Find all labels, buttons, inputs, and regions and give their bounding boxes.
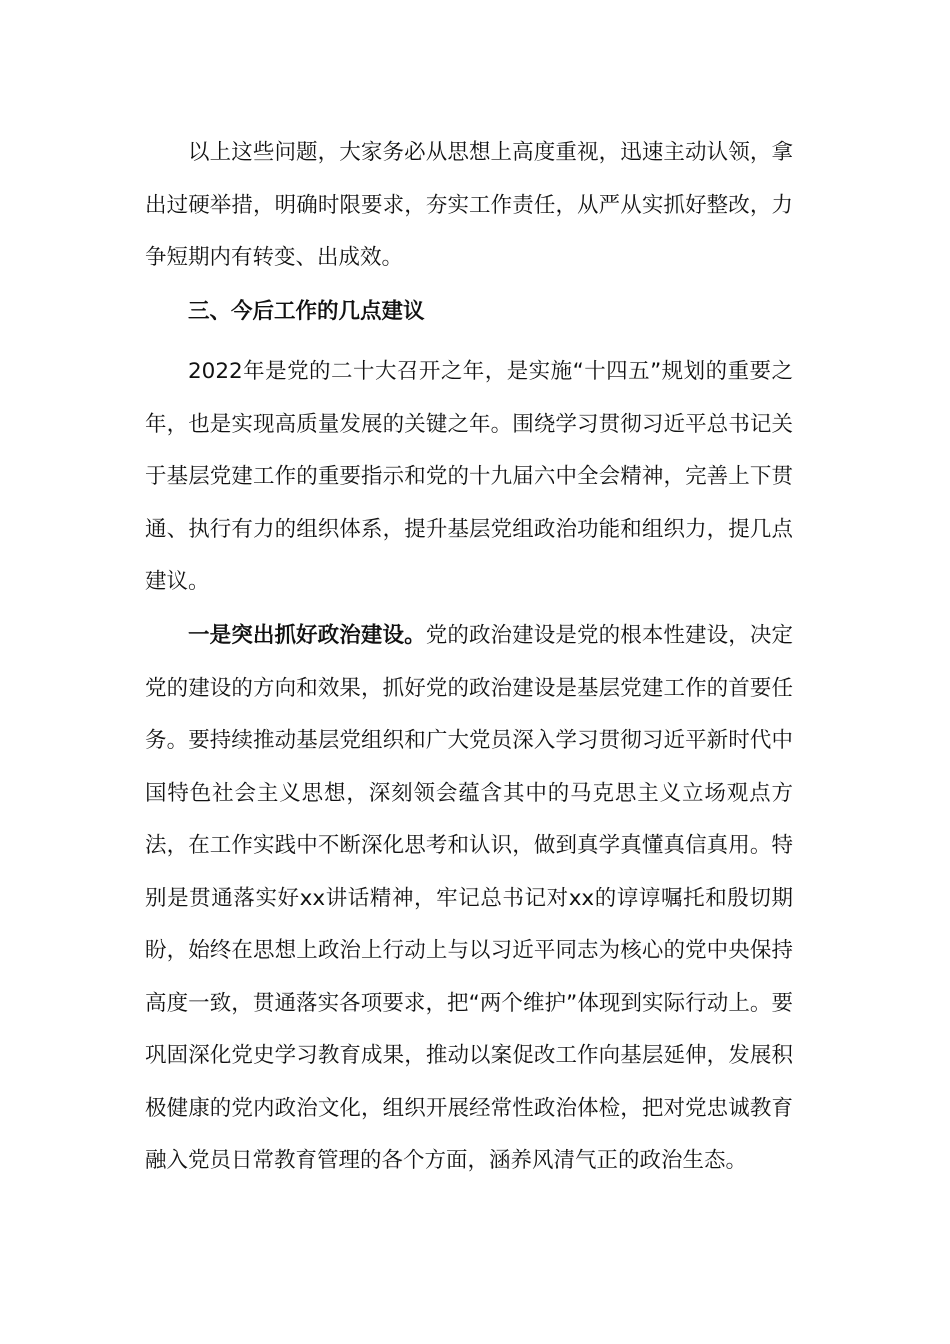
paragraph-body-text: 党的政治建设是党的根本性建设，决定党的建设的方向和效果，抓好党的政治建设是基层党建工作的首要任务。要持续推动基层党组织和广大党员深入学习贯彻习近平新时代中国特色社会主义思想，深刻领会蕴含其中的马克思主义立场观点方法，在工作实践中不断深化思考和认识，做到真学真懂真信真用。特别是贯通落实好xx讲话精神，牢记总书记对xx的谆谆嘱托和殷切期盼，始终在思想上政治上行动上与以习近平同志为核心的党中央保持高度一致，贯通落实各项要求，把“两个维护”体现到实际行动上。要巩固深化党史学习教育成果，推动以案促改工作向基层延伸，发展积极健康的党内政治文化，组织开展经常性政治体检，把对党忠诚教育融入党员日常教育管理的各个方面，涵养风清气正的政治生态。: [145, 623, 793, 1173]
paragraph-block-2022: [145, 346, 793, 609]
section-heading-suggestions: 三、今后工作的几点建议: [188, 299, 425, 324]
document-body: [145, 127, 793, 285]
paragraph-block-political: [145, 610, 793, 1188]
paragraph-political-construction: [145, 610, 793, 1188]
paragraph-lead-bold: 一是突出抓好政治建设。: [188, 623, 426, 648]
paragraph-rectification: 以上这些问题，大家务必从思想上高度重视，迅速主动认领，拿出过硬举措，明确时限要求，夯实工作责任，从严从实抓好整改，力争短期内有转变、出成效。: [145, 140, 793, 270]
section-heading-block: [145, 286, 793, 339]
paragraph-2022-context: 2022年是党的二十大召开之年，是实施“十四五”规划的重要之年，也是实现高质量发展的关键之年。围绕学习贯彻习近平总书记关于基层党建工作的重要指示和党的十九届六中全会精神，完善上下贯通、执行有力的组织体系，提升基层党组政治功能和组织力，提几点建议。: [145, 359, 793, 594]
